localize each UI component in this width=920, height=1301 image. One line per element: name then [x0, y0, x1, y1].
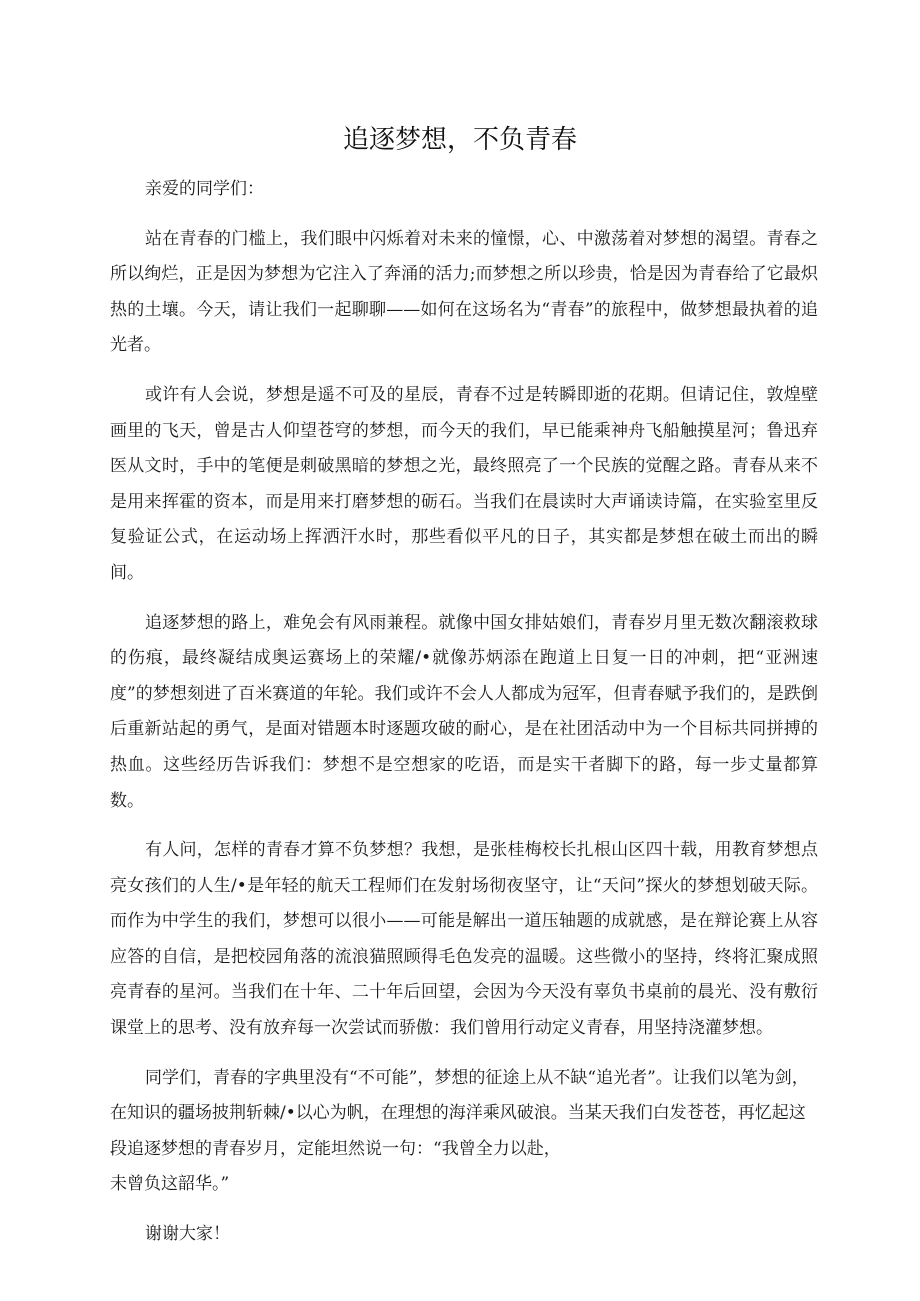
- closing-paragraph-end: 未曾负这韶华。”: [110, 1174, 230, 1195]
- paragraph: 站在青春的门槛上，我们眼中闪烁着对未来的憧憬，心、中激荡着对梦想的渴望。青春之所以绚烂，正是因为梦想为它注入了奔涌的活力;而梦想之所以珍贵，恰是因为青春给了它最炽热的土壤。今天，请让我们一起聊聊——如何在这场名为“青春”的旅程中，做梦想最执着的追光者。: [110, 228, 818, 356]
- closing-paragraph: [110, 1061, 818, 1203]
- sign-off: 谢谢大家！: [145, 1224, 230, 1245]
- paragraph-gap: [110, 364, 818, 378]
- paragraph-gap: [110, 819, 818, 833]
- paragraph-gap: [110, 1047, 818, 1061]
- greeting: 亲爱的同学们：: [145, 179, 264, 199]
- closing-paragraph-text: 同学们，青春的字典里没有“不可能”，梦想的征途上从不缺“追光者”。让我们以笔为剑，在知识的疆场披荆斩棘/•以心为帆，在理想的海洋乘风破浪。当某天我们白发苍苍，再忆起这段追逐梦想的青春岁月，定能坦然说一句：“我曾全力以赴，: [110, 1067, 809, 1159]
- paragraph: 有人问，怎样的青春才算不负梦想？我想，是张桂梅校长扎根山区四十载，用教育梦想点亮女孩们的人生/•是年轻的航天工程师们在发射场彻夜坚守，让“天问”探火的梦想划破天际。而作为中学生的我们，梦想可以很小——可能是解出一道压轴题的成就感，是在辩论赛上从容应答的自信，是把校园角落的流浪猫照顾得毛色发亮的温暖。这些微小的坚持，终将汇聚成照亮青春的星河。当我们在十年、二十年后回望，会因为今天没有辜负书桌前的晨光、没有敷衍课堂上的思考、没有放弃每一次尝试而骄傲：我们曾用行动定义青春，用坚持浇灌梦想。: [110, 840, 818, 1039]
- paragraph: 或许有人会说，梦想是遥不可及的星辰，青春不过是转瞬即逝的花期。但请记住，敦煌壁画里的飞天，曾是古人仰望苍穹的梦想，而今天的我们，早已能乘神舟飞船触摸星河；鲁迅弃医从文时，手中的笔便是刺破黑暗的梦想之光，最终照亮了一个民族的觉醒之路。青春从来不是用来挥霍的资本，而是用来打磨梦想的砺石。当我们在晨读时大声诵读诗篇，在实验室里反复验证公式，在运动场上挥洒汗水时，那些看似平凡的日子，其实都是梦想在破土而出的瞬间。: [110, 384, 818, 583]
- document-body: [110, 172, 818, 1253]
- paragraph-gap: [110, 592, 818, 606]
- document-title: 追逐梦想，不负青春: [342, 125, 577, 155]
- paragraph-gap: [110, 1203, 818, 1217]
- paragraph: 追逐梦想的路上，难免会有风雨兼程。就像中国女排姑娘们，青春岁月里无数次翻滚救球的伤痕，最终凝结成奥运赛场上的荣耀/•就像苏炳添在跑道上日复一日的冲刺，把“亚洲速度”的梦想刻进了百米赛道的年轮。我们或许不会人人都成为冠军，但青春赋予我们的，是跌倒后重新站起的勇气，是面对错题本时逐题攻破的耐心，是在社团活动中为一个目标共同拼搏的热血。这些经历告诉我们：梦想不是空想家的吃语，而是实干者脚下的路，每一步丈量都算数。: [110, 612, 818, 811]
- paragraph-gap: [110, 208, 818, 222]
